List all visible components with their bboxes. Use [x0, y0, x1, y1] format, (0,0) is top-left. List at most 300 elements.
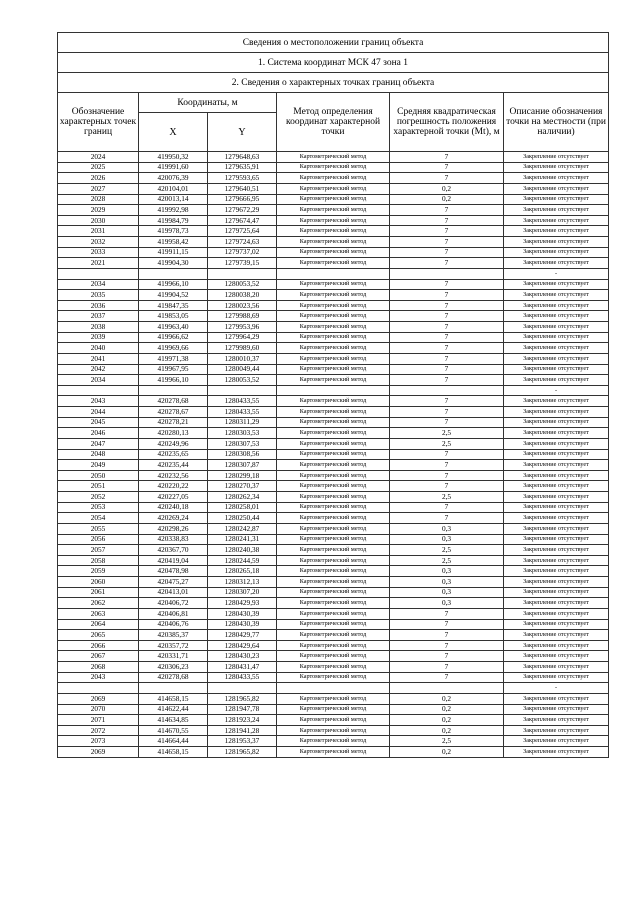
table-row [58, 332, 609, 343]
description-cell: Закрепление отсутствует [504, 470, 609, 481]
y-coordinate-cell: 1280429,93 [208, 598, 277, 609]
method-cell: Картометрический метод [277, 513, 390, 524]
point-id-cell: 2067 [58, 651, 139, 662]
y-coordinate-cell: 1281947,78 [208, 704, 277, 715]
x-coordinate-cell: 419911,15 [139, 247, 208, 258]
x-coordinate-cell: 420338,83 [139, 534, 208, 545]
method-cell: Картометрический метод [277, 545, 390, 556]
x-coordinate-cell: 420232,56 [139, 470, 208, 481]
point-id-cell: 2041 [58, 353, 139, 364]
point-id-cell: 2048 [58, 449, 139, 460]
x-coordinate-cell: 420013,14 [139, 194, 208, 205]
description-cell: Закрепление отсутствует [504, 417, 609, 428]
method-cell: Картометрический метод [277, 736, 390, 747]
point-id-cell: 2046 [58, 428, 139, 439]
y-coordinate-cell: 1280307,53 [208, 438, 277, 449]
method-cell: Картометрический метод [277, 194, 390, 205]
method-cell: Картометрический метод [277, 258, 390, 269]
accuracy-cell: 7 [390, 502, 504, 513]
x-coordinate-cell: 414622,44 [139, 704, 208, 715]
y-coordinate-cell: 1280433,55 [208, 672, 277, 683]
description-cell: Закрепление отсутствует [504, 258, 609, 269]
accuracy-cell: 2,5 [390, 736, 504, 747]
description-cell: Закрепление отсутствует [504, 672, 609, 683]
x-coordinate-cell: 420475,27 [139, 577, 208, 588]
y-coordinate-cell: 1279989,60 [208, 343, 277, 354]
x-coordinate-cell [139, 268, 208, 279]
description-cell: Закрепление отсутствует [504, 492, 609, 503]
y-coordinate-cell: 1281965,82 [208, 747, 277, 758]
description-cell: Закрепление отсутствует [504, 587, 609, 598]
table-row [58, 247, 609, 258]
x-coordinate-cell: 419992,98 [139, 205, 208, 216]
method-cell: Картометрический метод [277, 630, 390, 641]
y-coordinate-cell: 1280270,37 [208, 481, 277, 492]
point-id-cell [58, 385, 139, 396]
accuracy-cell: 7 [390, 407, 504, 418]
x-coordinate-cell: 414670,55 [139, 725, 208, 736]
point-id-cell: 2042 [58, 364, 139, 375]
y-coordinate-cell: 1279964,29 [208, 332, 277, 343]
method-cell: Картометрический метод [277, 470, 390, 481]
accuracy-cell: 2,5 [390, 492, 504, 503]
accuracy-cell [390, 268, 504, 279]
accuracy-cell: 7 [390, 375, 504, 386]
y-coordinate-cell: 1279635,91 [208, 162, 277, 173]
description-cell: Закрепление отсутствует [504, 619, 609, 630]
y-coordinate-cell: 1280433,55 [208, 396, 277, 407]
description-cell: Закрепление отсутствует [504, 715, 609, 726]
point-id-cell: 2057 [58, 545, 139, 556]
accuracy-cell: 7 [390, 640, 504, 651]
accuracy-cell: 7 [390, 662, 504, 673]
method-cell: Картометрический метод [277, 300, 390, 311]
x-coordinate-cell: 414664,44 [139, 736, 208, 747]
description-cell: Закрепление отсутствует [504, 215, 609, 226]
accuracy-cell: 7 [390, 279, 504, 290]
method-cell: Картометрический метод [277, 704, 390, 715]
method-cell: Картометрический метод [277, 534, 390, 545]
method-cell: Картометрический метод [277, 162, 390, 173]
accuracy-cell: 0,2 [390, 715, 504, 726]
method-cell: Картометрический метод [277, 226, 390, 237]
table-row [58, 343, 609, 354]
table-row [58, 407, 609, 418]
accuracy-cell: 0,2 [390, 725, 504, 736]
table-row [58, 375, 609, 386]
y-coordinate-cell: 1280429,64 [208, 640, 277, 651]
document-title: Сведения о местоположении границ объекта [58, 33, 609, 53]
header-method: Метод определения координат характерной точки [277, 93, 390, 152]
description-cell: Закрепление отсутствует [504, 747, 609, 758]
description-cell: Закрепление отсутствует [504, 407, 609, 418]
method-cell: Картометрический метод [277, 173, 390, 184]
table-row [58, 534, 609, 545]
accuracy-cell: 7 [390, 353, 504, 364]
accuracy-cell: 7 [390, 619, 504, 630]
point-id-cell: 2055 [58, 523, 139, 534]
accuracy-cell: 7 [390, 247, 504, 258]
table-row [58, 162, 609, 173]
description-cell: Закрепление отсутствует [504, 502, 609, 513]
header-designation: Обозначение характерных точек границ [58, 93, 139, 152]
method-cell: Картометрический метод [277, 715, 390, 726]
header-accuracy: Средняя квадратическая погрешность положения характерной точки (Mt), м [390, 93, 504, 152]
x-coordinate-cell: 420385,37 [139, 630, 208, 641]
point-id-cell: 2071 [58, 715, 139, 726]
method-cell: Картометрический метод [277, 555, 390, 566]
x-coordinate-cell: 420076,39 [139, 173, 208, 184]
y-coordinate-cell: 1280430,39 [208, 619, 277, 630]
method-cell: Картометрический метод [277, 566, 390, 577]
method-cell: Картометрический метод [277, 608, 390, 619]
y-coordinate-cell: 1279593,65 [208, 173, 277, 184]
y-coordinate-cell: 1279953,96 [208, 322, 277, 333]
table-row [58, 237, 609, 248]
table-row [58, 268, 609, 279]
method-cell: Картометрический метод [277, 640, 390, 651]
table-row [58, 598, 609, 609]
x-coordinate-cell: 419966,62 [139, 332, 208, 343]
table-row [58, 662, 609, 673]
x-coordinate-cell: 419971,38 [139, 353, 208, 364]
method-cell: Картометрический метод [277, 523, 390, 534]
method-cell: Картометрический метод [277, 279, 390, 290]
method-cell: Картометрический метод [277, 651, 390, 662]
accuracy-cell: 7 [390, 460, 504, 471]
table-row [58, 205, 609, 216]
method-cell: Картометрический метод [277, 364, 390, 375]
description-cell: Закрепление отсутствует [504, 555, 609, 566]
description-cell: Закрепление отсутствует [504, 725, 609, 736]
y-coordinate-cell: 1280312,13 [208, 577, 277, 588]
method-cell: Картометрический метод [277, 247, 390, 258]
header-coordinates: Координаты, м [139, 93, 277, 113]
description-cell: Закрепление отсутствует [504, 481, 609, 492]
table-row [58, 555, 609, 566]
x-coordinate-cell: 420367,70 [139, 545, 208, 556]
section-title: 2. Сведения о характерных точках границ объекта [58, 73, 609, 93]
y-coordinate-cell: 1280307,87 [208, 460, 277, 471]
y-coordinate-cell: 1279725,64 [208, 226, 277, 237]
x-coordinate-cell: 420413,01 [139, 587, 208, 598]
y-coordinate-cell: 1280053,52 [208, 375, 277, 386]
y-coordinate-cell: 1279666,95 [208, 194, 277, 205]
point-id-cell: 2047 [58, 438, 139, 449]
point-id-cell: 2045 [58, 417, 139, 428]
description-cell: Закрепление отсутствует [504, 513, 609, 524]
accuracy-cell: 0,2 [390, 704, 504, 715]
header-description: Описание обозначения точки на местности (при наличии) [504, 93, 609, 152]
y-coordinate-cell: 1280250,44 [208, 513, 277, 524]
method-cell: Картометрический метод [277, 237, 390, 248]
point-id-cell: 2052 [58, 492, 139, 503]
accuracy-cell: 0,3 [390, 566, 504, 577]
x-coordinate-cell: 420278,68 [139, 672, 208, 683]
point-id-cell: 2072 [58, 725, 139, 736]
accuracy-cell: 7 [390, 311, 504, 322]
point-id-cell: 2024 [58, 152, 139, 163]
description-cell: Закрепление отсутствует [504, 640, 609, 651]
y-coordinate-cell: 1279640,51 [208, 183, 277, 194]
x-coordinate-cell: 419984,79 [139, 215, 208, 226]
point-id-cell: 2059 [58, 566, 139, 577]
accuracy-cell: 7 [390, 343, 504, 354]
method-cell: Картометрический метод [277, 662, 390, 673]
boundary-points-table [57, 32, 609, 758]
x-coordinate-cell: 419963,40 [139, 322, 208, 333]
point-id-cell: 2062 [58, 598, 139, 609]
description-cell: Закрепление отсутствует [504, 162, 609, 173]
point-id-cell: 2038 [58, 322, 139, 333]
table-row [58, 470, 609, 481]
method-cell [277, 268, 390, 279]
y-coordinate-cell: 1279988,69 [208, 311, 277, 322]
x-coordinate-cell: 420306,23 [139, 662, 208, 673]
description-cell: Закрепление отсутствует [504, 662, 609, 673]
point-id-cell: 2044 [58, 407, 139, 418]
y-coordinate-cell: 1281941,28 [208, 725, 277, 736]
x-coordinate-cell: 419904,30 [139, 258, 208, 269]
method-cell: Картометрический метод [277, 577, 390, 588]
description-cell: Закрепление отсутствует [504, 449, 609, 460]
method-cell: Картометрический метод [277, 747, 390, 758]
y-coordinate-cell: 1279739,15 [208, 258, 277, 269]
point-id-cell: 2037 [58, 311, 139, 322]
description-cell: Закрепление отсутствует [504, 693, 609, 704]
method-cell: Картометрический метод [277, 438, 390, 449]
table-row [58, 492, 609, 503]
y-coordinate-cell: 1280244,59 [208, 555, 277, 566]
description-cell: - [504, 268, 609, 279]
point-id-cell: 2026 [58, 173, 139, 184]
description-cell: Закрепление отсутствует [504, 226, 609, 237]
point-id-cell: 2063 [58, 608, 139, 619]
x-coordinate-cell: 420298,26 [139, 523, 208, 534]
method-cell: Картометрический метод [277, 343, 390, 354]
table-row [58, 502, 609, 513]
table-row [58, 630, 609, 641]
x-coordinate-cell: 420269,24 [139, 513, 208, 524]
x-coordinate-cell: 414658,15 [139, 693, 208, 704]
x-coordinate-cell: 419904,52 [139, 290, 208, 301]
x-coordinate-cell [139, 683, 208, 694]
table-row [58, 449, 609, 460]
accuracy-cell: 7 [390, 173, 504, 184]
table-row [58, 152, 609, 163]
accuracy-cell: 7 [390, 449, 504, 460]
x-coordinate-cell: 419847,35 [139, 300, 208, 311]
x-coordinate-cell: 420478,98 [139, 566, 208, 577]
description-cell: Закрепление отсутствует [504, 534, 609, 545]
description-cell: Закрепление отсутствует [504, 396, 609, 407]
x-coordinate-cell: 420235,44 [139, 460, 208, 471]
point-id-cell: 2043 [58, 672, 139, 683]
method-cell: Картометрический метод [277, 215, 390, 226]
table-row [58, 736, 609, 747]
accuracy-cell [390, 683, 504, 694]
point-id-cell: 2027 [58, 183, 139, 194]
description-cell: Закрепление отсутствует [504, 630, 609, 641]
y-coordinate-cell [208, 385, 277, 396]
y-coordinate-cell: 1280299,18 [208, 470, 277, 481]
x-coordinate-cell: 419966,10 [139, 279, 208, 290]
accuracy-cell [390, 385, 504, 396]
y-coordinate-cell: 1281953,37 [208, 736, 277, 747]
accuracy-cell: 0,2 [390, 693, 504, 704]
table-row [58, 173, 609, 184]
table-row [58, 640, 609, 651]
description-cell: Закрепление отсутствует [504, 523, 609, 534]
table-row [58, 438, 609, 449]
y-coordinate-cell: 1280311,29 [208, 417, 277, 428]
point-id-cell: 2043 [58, 396, 139, 407]
accuracy-cell: 0,3 [390, 523, 504, 534]
point-id-cell: 2054 [58, 513, 139, 524]
description-cell: - [504, 385, 609, 396]
x-coordinate-cell [139, 385, 208, 396]
point-id-cell: 2069 [58, 747, 139, 758]
table-row [58, 566, 609, 577]
method-cell: Картометрический метод [277, 183, 390, 194]
y-coordinate-cell: 1280241,31 [208, 534, 277, 545]
method-cell: Картометрический метод [277, 598, 390, 609]
accuracy-cell: 7 [390, 481, 504, 492]
point-id-cell: 2025 [58, 162, 139, 173]
point-id-cell: 2035 [58, 290, 139, 301]
method-cell: Картометрический метод [277, 332, 390, 343]
x-coordinate-cell: 420406,76 [139, 619, 208, 630]
y-coordinate-cell: 1280023,56 [208, 300, 277, 311]
table-row [58, 704, 609, 715]
accuracy-cell: 0,3 [390, 534, 504, 545]
method-cell: Картометрический метод [277, 449, 390, 460]
accuracy-cell: 2,5 [390, 428, 504, 439]
point-id-cell: 2031 [58, 226, 139, 237]
y-coordinate-cell: 1280433,55 [208, 407, 277, 418]
table-row [58, 385, 609, 396]
accuracy-cell: 7 [390, 205, 504, 216]
y-coordinate-cell: 1280242,87 [208, 523, 277, 534]
point-id-cell: 2056 [58, 534, 139, 545]
method-cell: Картометрический метод [277, 322, 390, 333]
point-id-cell: 2066 [58, 640, 139, 651]
x-coordinate-cell: 420331,71 [139, 651, 208, 662]
accuracy-cell: 2,5 [390, 555, 504, 566]
method-cell: Картометрический метод [277, 396, 390, 407]
method-cell: Картометрический метод [277, 375, 390, 386]
description-cell: Закрепление отсутствует [504, 173, 609, 184]
point-id-cell: 2034 [58, 279, 139, 290]
x-coordinate-cell: 420419,04 [139, 555, 208, 566]
point-id-cell: 2064 [58, 619, 139, 630]
y-coordinate-cell: 1280049,44 [208, 364, 277, 375]
accuracy-cell: 7 [390, 322, 504, 333]
accuracy-cell: 0,3 [390, 587, 504, 598]
x-coordinate-cell: 420227,05 [139, 492, 208, 503]
table-row [58, 290, 609, 301]
x-coordinate-cell: 420235,65 [139, 449, 208, 460]
method-cell: Картометрический метод [277, 407, 390, 418]
table-row [58, 183, 609, 194]
accuracy-cell: 0,2 [390, 747, 504, 758]
accuracy-cell: 7 [390, 332, 504, 343]
point-id-cell [58, 268, 139, 279]
description-cell: Закрепление отсутствует [504, 237, 609, 248]
method-cell: Картометрический метод [277, 492, 390, 503]
method-cell: Картометрический метод [277, 428, 390, 439]
description-cell: Закрепление отсутствует [504, 343, 609, 354]
point-id-cell: 2065 [58, 630, 139, 641]
y-coordinate-cell: 1281965,82 [208, 693, 277, 704]
y-coordinate-cell: 1280429,77 [208, 630, 277, 641]
point-id-cell: 2068 [58, 662, 139, 673]
point-id-cell: 2040 [58, 343, 139, 354]
x-coordinate-cell: 414658,15 [139, 747, 208, 758]
accuracy-cell: 0,2 [390, 183, 504, 194]
point-id-cell: 2051 [58, 481, 139, 492]
table-row [58, 513, 609, 524]
description-cell: Закрепление отсутствует [504, 300, 609, 311]
accuracy-cell: 7 [390, 215, 504, 226]
method-cell [277, 385, 390, 396]
method-cell: Картометрический метод [277, 460, 390, 471]
table-row [58, 747, 609, 758]
description-cell: Закрепление отсутствует [504, 704, 609, 715]
point-id-cell: 2070 [58, 704, 139, 715]
point-id-cell: 2049 [58, 460, 139, 471]
y-coordinate-cell: 1279737,02 [208, 247, 277, 258]
method-cell: Картометрический метод [277, 290, 390, 301]
x-coordinate-cell: 419991,60 [139, 162, 208, 173]
x-coordinate-cell: 419978,73 [139, 226, 208, 237]
point-id-cell: 2039 [58, 332, 139, 343]
point-id-cell: 2053 [58, 502, 139, 513]
description-cell: Закрепление отсутствует [504, 353, 609, 364]
description-cell: Закрепление отсутствует [504, 205, 609, 216]
description-cell: Закрепление отсутствует [504, 428, 609, 439]
description-cell: Закрепление отсутствует [504, 608, 609, 619]
point-id-cell: 2060 [58, 577, 139, 588]
table-row [58, 545, 609, 556]
table-row [58, 683, 609, 694]
table-row [58, 215, 609, 226]
x-coordinate-cell: 420249,96 [139, 438, 208, 449]
point-id-cell [58, 683, 139, 694]
y-coordinate-cell: 1280308,56 [208, 449, 277, 460]
table-row [58, 194, 609, 205]
method-cell: Картометрический метод [277, 619, 390, 630]
point-id-cell: 2050 [58, 470, 139, 481]
y-coordinate-cell: 1279674,47 [208, 215, 277, 226]
point-id-cell: 2028 [58, 194, 139, 205]
method-cell: Картометрический метод [277, 205, 390, 216]
table-row [58, 300, 609, 311]
description-cell: - [504, 683, 609, 694]
x-coordinate-cell: 420357,72 [139, 640, 208, 651]
coordinate-system: 1. Система координат МСК 47 зона 1 [58, 53, 609, 73]
y-coordinate-cell: 1279724,63 [208, 237, 277, 248]
point-id-cell: 2033 [58, 247, 139, 258]
accuracy-cell: 7 [390, 470, 504, 481]
x-coordinate-cell: 419950,32 [139, 152, 208, 163]
point-id-cell: 2034 [58, 375, 139, 386]
x-coordinate-cell: 419967,95 [139, 364, 208, 375]
accuracy-cell: 2,5 [390, 545, 504, 556]
description-cell: Закрепление отсутствует [504, 152, 609, 163]
header-y: Y [208, 113, 277, 152]
description-cell: Закрепление отсутствует [504, 651, 609, 662]
